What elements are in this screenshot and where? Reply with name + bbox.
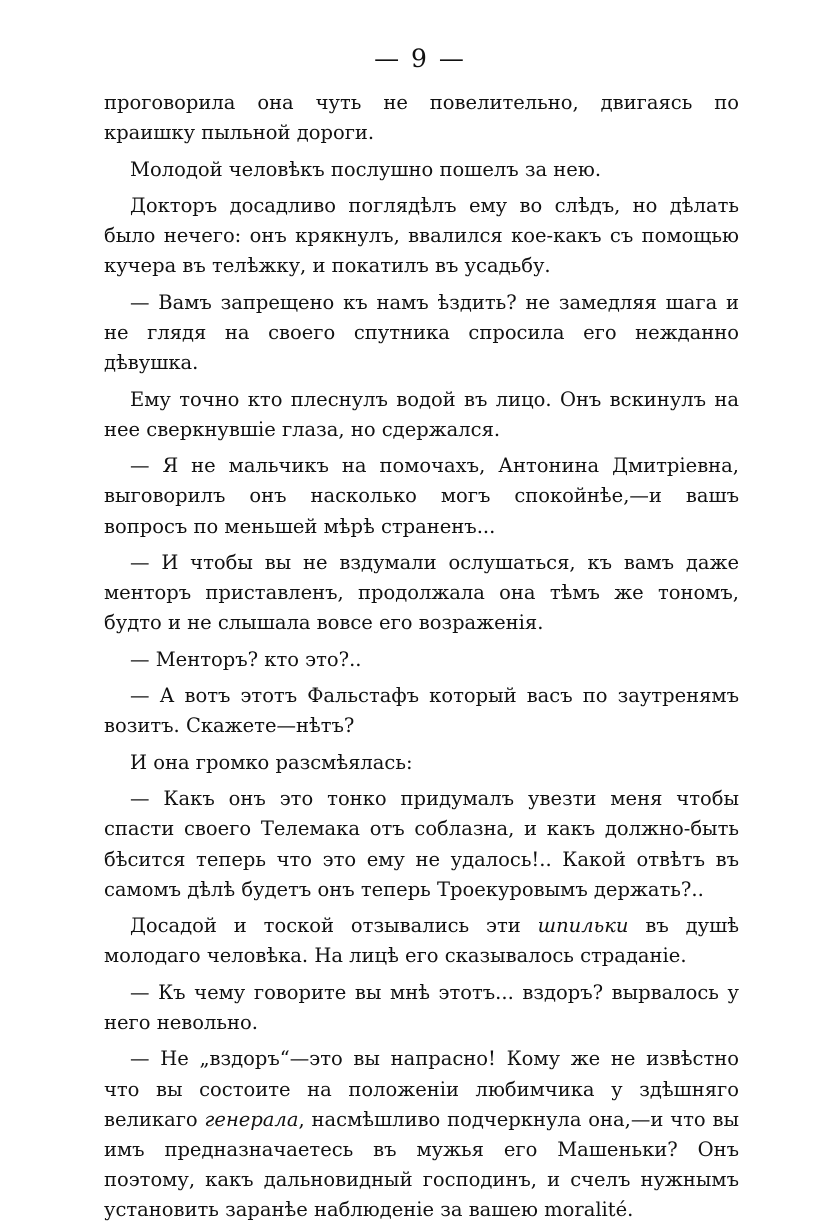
paragraph: — Менторъ? кто это?.. xyxy=(130,647,362,671)
paragraph: — Я не мальчикъ на помочахъ, Антонина Дмитріевна, выговорилъ онъ насколько могъ спокойнѣе,—и вашъ вопросъ по меньшей мѣрѣ страненъ... xyxy=(104,454,739,538)
body-text xyxy=(104,88,739,1232)
italic-emphasis: генерала xyxy=(204,1107,299,1131)
paragraph: проговорила она чуть не повелительно, двигаясь по краишку пыльной дороги. xyxy=(104,91,739,145)
paragraph: — А вотъ этотъ Фальстафъ который васъ по заутренямъ возитъ. Скажете—нѣтъ? xyxy=(104,684,739,738)
paragraph-text: въ душѣ молодаго человѣка. На лицѣ его сказывалось страданіе. xyxy=(104,914,739,968)
paragraph-text: — Не „вздоръ“—это вы напрасно! Кому же не извѣстно что вы состоите на положеніи любимчика у здѣшняго великаго xyxy=(104,1047,739,1131)
paragraph-text: , насмѣшливо подчеркнула она,—и что вы имъ предназначаетесь въ мужья его Машеньки? Онъ поэтому, какъ дальновидный господинъ, и счелъ нужнымъ установить заранѣе наблюденіе за вашею moralité. xyxy=(104,1107,740,1222)
paragraph: Докторъ досадливо поглядѣлъ ему во слѣдъ, но дѣлать было нечего: онъ крякнулъ, ввалился кое-какъ съ помощью кучера въ телѣжку, и покатилъ въ усадьбу. xyxy=(104,193,739,278)
paragraph: Ему точно кто плеснулъ водой въ лицо. Онъ вскинулъ на нее сверкнувшіе глаза, но сдержался. xyxy=(104,387,739,441)
italic-emphasis: шпильки xyxy=(537,914,629,938)
paragraph: Молодой человѣкъ послушно пошелъ за нею. xyxy=(130,157,602,181)
paragraph: — И чтобы вы не вздумали ослушаться, къ вамъ даже менторъ приставленъ, продолжала она тѣмъ же тономъ, будто и не слышала вовсе его возраженія. xyxy=(104,550,739,635)
paragraph xyxy=(104,911,739,971)
paragraph: И она громко разсмѣялась: xyxy=(130,750,413,774)
paragraph: — Къ чему говорите вы мнѣ этотъ... вздоръ? вырвалось у него невольно. xyxy=(104,980,739,1034)
paragraph: — Вамъ запрещено къ намъ ѣздить? не замедляя шага и не глядя на своего спутника спросила его нежданно дѣвушка. xyxy=(104,290,739,375)
paragraph xyxy=(104,1044,739,1225)
paragraph: — Какъ онъ это тонко придумалъ увезти меня чтобы спасти своего Телемака отъ соблазна, и какъ должно-быть бѣсится теперь что это ему не удалось!.. Какой отвѣтъ въ самомъ дѣлѣ будетъ онъ теперь Троекуровымъ держать?.. xyxy=(104,787,739,901)
page-number: — 9 — xyxy=(374,44,466,73)
paragraph-text: Досадой и тоской отзывались эти xyxy=(130,914,538,938)
